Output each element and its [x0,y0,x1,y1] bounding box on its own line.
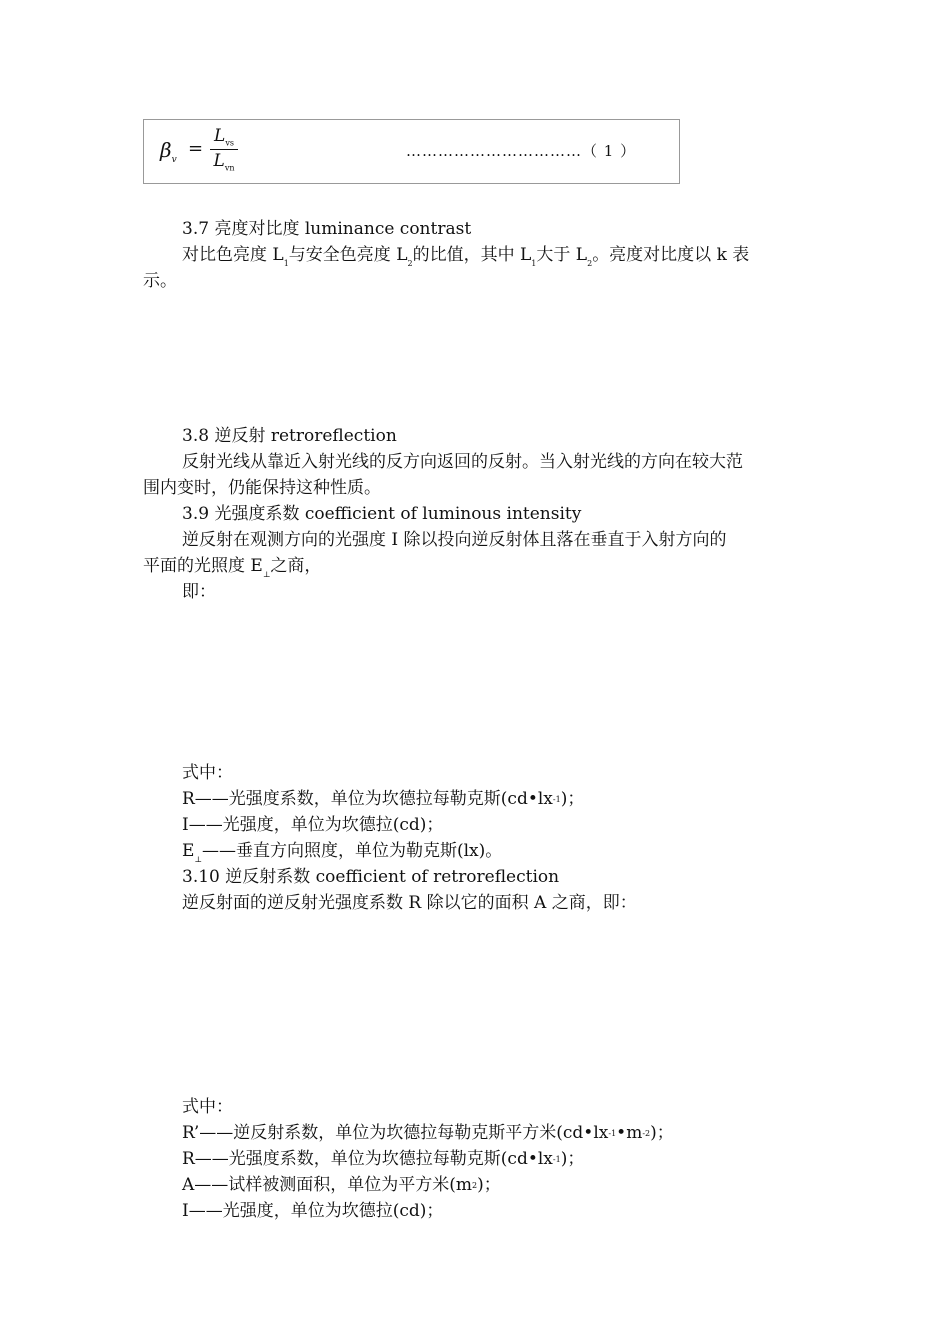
section-3-10-definition-R: R——光强度系数，单位为坎德拉每勒克斯$(cd•lx^{-1})$； [182,1149,585,1169]
section-3-10-definition-A: A——试样被测面积，单位为平方米$(m^2)$； [182,1175,501,1195]
section-3-8-paragraph-line-1: 反射光线从靠近入射光线的反方向返回的反射。当入射光线的方向在较大范 [182,452,743,472]
formula-denominator: $L_{vn}$ [213,151,235,173]
section-3-9-definition-R: R——光强度系数，单位为坎德拉每勒克斯$(cd•lx^{-1})$； [182,789,585,809]
section-3-9-where-label: 式中： [182,763,233,783]
section-3-10-definition-R-prime: R’——逆反射系数，单位为坎德拉每勒克斯平方米$(cd•lx^{-1}•m^{-2})$； [182,1123,674,1143]
section-3-7-heading: 3.7 亮度对比度 luminance contrast [182,219,472,239]
section-3-7-paragraph-line-1: 对比色亮度 $L_1$与安全色亮度 $L_2$的比值，其中 $L_1$大于 $L_2$。亮度对比度以 k 表 [182,245,750,268]
section-3-9-paragraph-line-3: 即： [182,582,216,602]
section-3-10-definition-I: I——光强度，单位为坎德拉(cd)； [182,1201,444,1221]
formula-numerator: $L_{vs}$ [214,126,234,148]
section-3-10-paragraph-line-1: 逆反射面的逆反射光强度系数 R 除以它的面积 A 之商，即： [182,893,637,913]
formula-number: ……………………………（ 1 ） [406,142,637,160]
fraction-bar [210,149,238,150]
formula-1-box [143,119,680,184]
section-3-9-paragraph-line-1: 逆反射在观测方向的光强度 I 除以投向逆反射体且落在垂直于入射方向的 [182,530,727,550]
formula-beta: $\beta_v$ [160,138,177,165]
section-3-9-paragraph-line-2: 平面的光照度 $E_\perp$之商， [143,556,322,579]
formula-equals: = [188,138,204,159]
section-3-8-paragraph-line-2: 围内变时，仍能保持这种性质。 [143,478,381,498]
section-3-9-definition-E: $E_\perp——$垂直方向照度，单位为勒克斯(lx)。 [182,841,503,864]
formula-fraction [210,126,238,173]
section-3-10-where-label: 式中： [182,1097,233,1117]
section-3-7-paragraph-line-2: 示。 [143,271,177,291]
section-3-8-heading: 3.8 逆反射 retroreflection [182,426,397,446]
section-3-9-definition-I: I——光强度，单位为坎德拉(cd)； [182,815,444,835]
section-3-9-heading: 3.9 光强度系数 coefficient of luminous intensity [182,504,582,524]
section-3-10-heading: 3.10 逆反射系数 coefficient of retroreflection [182,867,560,887]
